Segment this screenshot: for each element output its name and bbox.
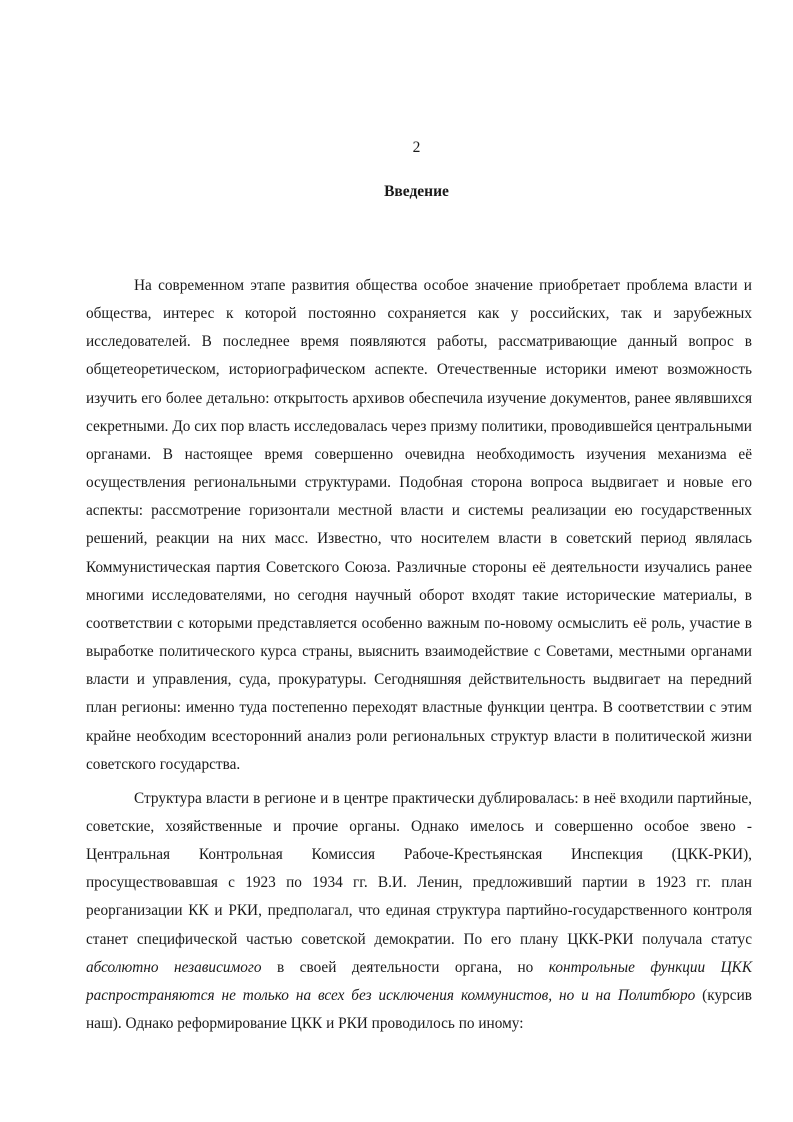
body-text	[86, 272, 752, 1038]
paragraph-2	[86, 785, 752, 1038]
paragraph-2-text-3: (курсив наш). Однако реформирование ЦКК и РКИ проводилось по иному:	[86, 986, 752, 1033]
paragraph-2-text-1: Структура власти в регионе и в центре практически дублировалась: в неё входили партийные, советские, хозяйственные и прочие органы. Однако имелось и совершенно особое звено - Центральная Контрольная Комиссия Рабоче-Крестьянская Инспекция (ЦКК-РКИ), просуществовавшая с 1923 по 1934 гг. В.И. Ленин, предложивший партии в 1923 гг. план реорганизации КК и РКИ, предполагал, что единая структура партийно-государственного контроля станет специфической частью советской демократии. По его плану ЦКК-РКИ получала статус	[86, 789, 752, 948]
paragraph-2-italic-1: абсолютно независимого	[86, 958, 262, 976]
paragraph-1: На современном этапе развития общества особое значение приобретает проблема власти и общества, интерес к которой постоянно сохраняется как у российских, так и зарубежных исследователей. В последнее время появляются работы, рассматривающие данный вопрос в общетеоретическом, историографическом аспекте. Отечественные историки имеют возможность изучить его более детально: открытость архивов обеспечила изучение документов, ранее являвшихся секретными. До сих пор власть исследовалась через призму политики, проводившейся центральными органами. В настоящее время совершенно очевидна необходимость изучения механизма её осуществления региональными структурами. Подобная сторона вопроса выдвигает и новые его аспекты: рассмотрение горизонтали местной власти и системы реализации ею государственных решений, реакции на них масс. Известно, что носителем власти в советский период являлась Коммунистическая партия Советского Союза. Различные стороны её деятельности изучались ранее многими исследователями, но сегодня научный оборот входят такие исторические материалы, в соответствии с которыми представляется особенно важным по-новому осмыслить её роль, участие в выработке политического курса страны, выяснить взаимодействие с Советами, местными органами власти и управления, суда, прокуратуры. Сегодняшняя действительность выдвигает на передний план регионы: именно туда постепенно переходят властные функции центра. В соответствии с этим крайне необходим всесторонний анализ роли региональных структур власти в политической жизни советского государства.	[86, 277, 752, 773]
paragraph-2-text-2: в своей деятельности органа, но	[261, 958, 549, 976]
paragraph-2-italic-2: контрольные функции ЦКК распространяются не только на всех без исключения коммунистов, но и на Политбюро	[86, 958, 752, 1004]
page-number: 2	[412, 139, 421, 156]
section-title: Введение	[384, 183, 449, 200]
